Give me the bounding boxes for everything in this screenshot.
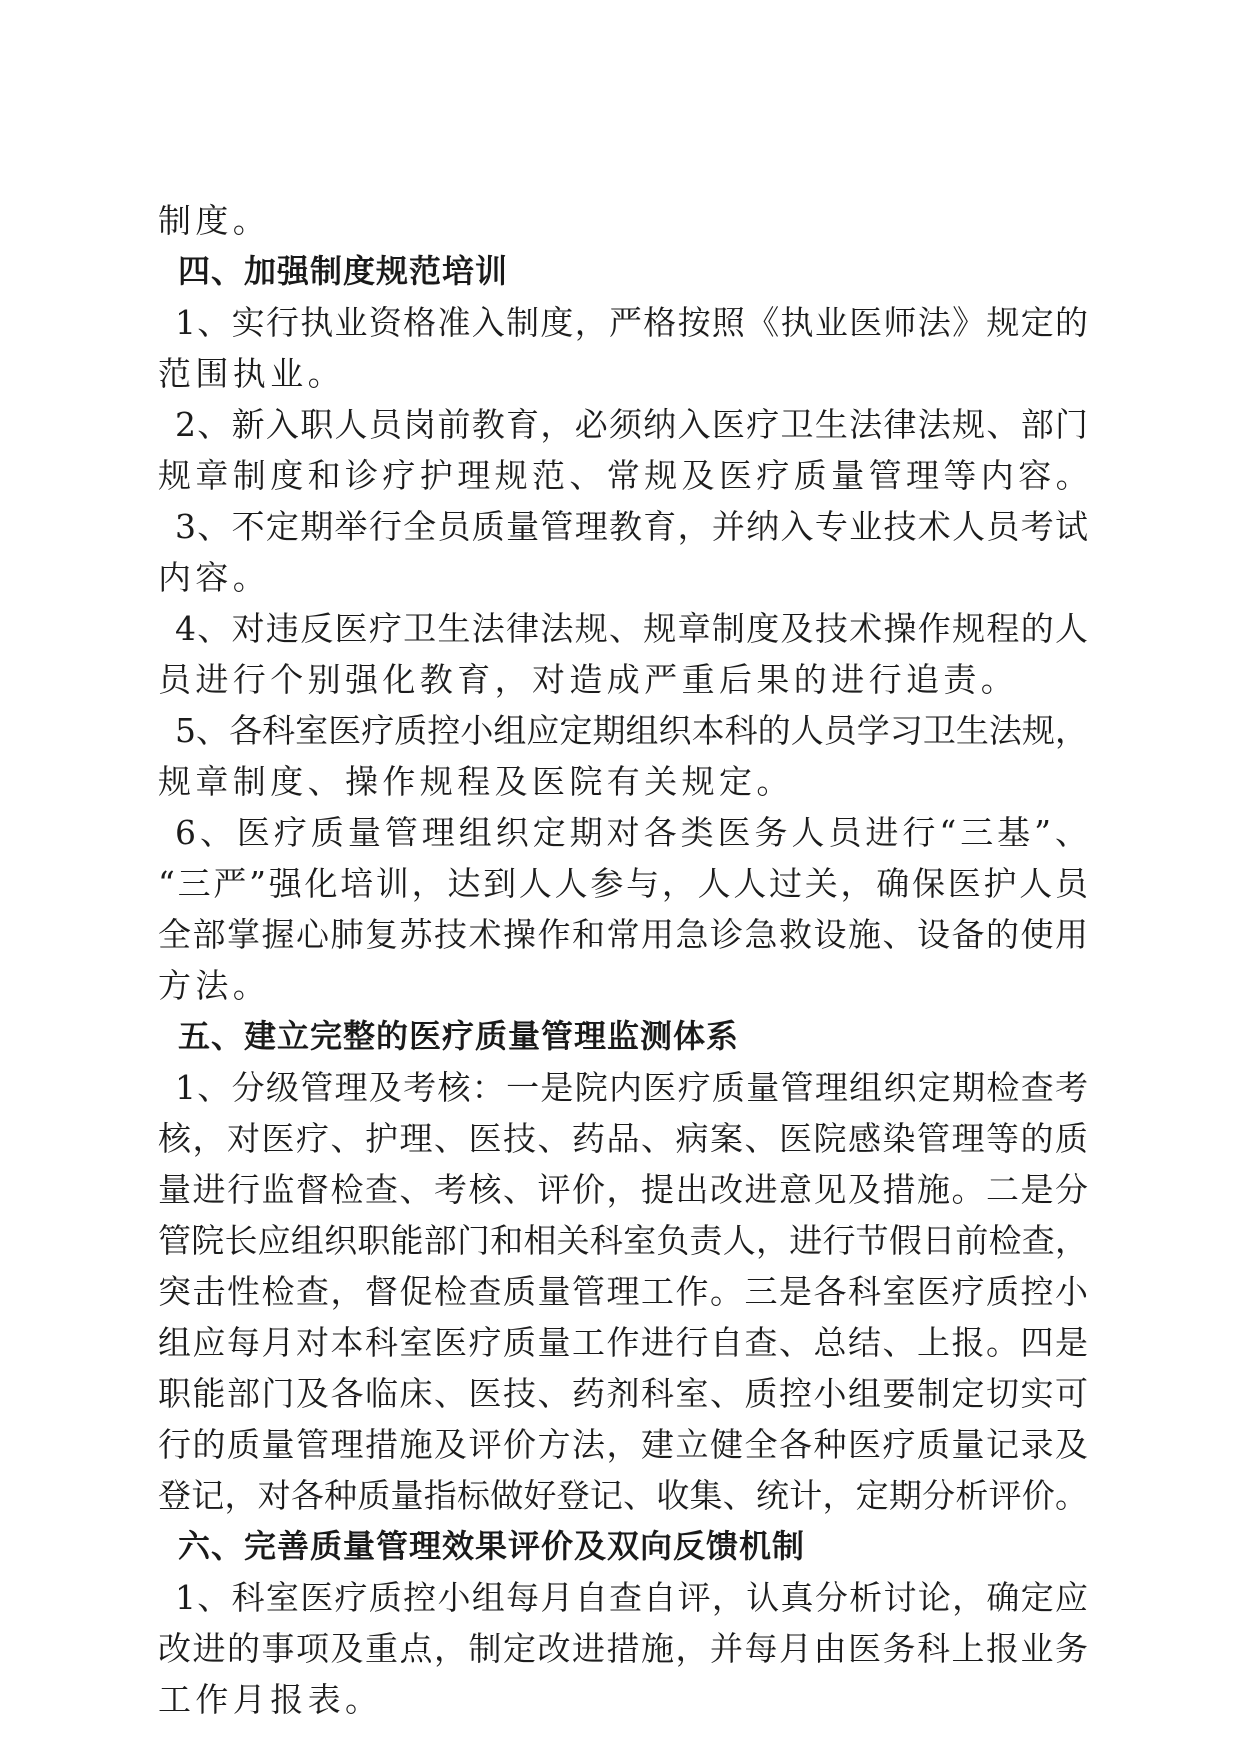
text-line: 2、新入职人员岗前教育，必须纳入医疗卫生法律法规、部门 bbox=[175, 405, 1088, 444]
text-line: 核，对医疗、护理、医技、药品、病案、医院感染管理等的质 bbox=[158, 1119, 1088, 1158]
text-line: 4、对违反医疗卫生法律法规、规章制度及技术操作规程的人 bbox=[175, 609, 1088, 648]
text-line: 突击性检查，督促检查质量管理工作。三是各科室医疗质控小 bbox=[158, 1272, 1088, 1311]
text-line: 方法。 bbox=[158, 966, 271, 1005]
text-line: 职能部门及各临床、医技、药剂科室、质控小组要制定切实可 bbox=[158, 1374, 1088, 1413]
document-body bbox=[158, 195, 1093, 1725]
text-line: “三严”强化培训，达到人人参与，人人过关，确保医护人员 bbox=[158, 864, 1088, 903]
text-line: 1、分级管理及考核：一是院内医疗质量管理组织定期检查考 bbox=[175, 1068, 1088, 1107]
text-line: 范围执业。 bbox=[158, 354, 345, 393]
text-line: 量进行监督检查、考核、评价，提出改进意见及措施。二是分 bbox=[158, 1170, 1088, 1209]
text-line: 制度。 bbox=[158, 201, 271, 240]
text-line: 管院长应组织职能部门和相关科室负责人，进行节假日前检查， bbox=[158, 1221, 1088, 1260]
text-line: 员进行个别强化教育，对造成严重后果的进行追责。 bbox=[158, 660, 1019, 699]
text-line: 1、科室医疗质控小组每月自查自评，认真分析讨论，确定应 bbox=[175, 1578, 1088, 1617]
text-line: 规章制度和诊疗护理规范、常规及医疗质量管理等内容。 bbox=[158, 456, 1093, 495]
section-heading-5: 五、建立完整的医疗质量管理监测体系 bbox=[178, 1017, 740, 1055]
text-line: 内容。 bbox=[158, 558, 271, 597]
text-line: 6、医疗质量管理组织定期对各类医务人员进行“三基”、 bbox=[175, 813, 1088, 852]
text-line: 5、各科室医疗质控小组应定期组织本科的人员学习卫生法规， bbox=[175, 711, 1088, 750]
text-line: 工作月报表。 bbox=[158, 1680, 383, 1719]
text-line: 3、不定期举行全员质量管理教育，并纳入专业技术人员考试 bbox=[175, 507, 1088, 546]
text-line: 登记，对各种质量指标做好登记、收集、统计，定期分析评价。 bbox=[158, 1476, 1088, 1515]
text-line: 1、实行执业资格准入制度，严格按照《执业医师法》规定的 bbox=[175, 303, 1088, 342]
text-line: 行的质量管理措施及评价方法，建立健全各种医疗质量记录及 bbox=[158, 1425, 1088, 1464]
section-heading-4: 四、加强制度规范培训 bbox=[178, 252, 509, 290]
text-line: 全部掌握心肺复苏技术操作和常用急诊急救设施、设备的使用 bbox=[158, 915, 1088, 954]
text-line: 规章制度、操作规程及医院有关规定。 bbox=[158, 762, 794, 801]
text-line: 组应每月对本科室医疗质量工作进行自查、总结、上报。四是 bbox=[158, 1323, 1088, 1362]
section-heading-6: 六、完善质量管理效果评价及双向反馈机制 bbox=[178, 1527, 806, 1565]
text-line: 改进的事项及重点，制定改进措施，并每月由医务科上报业务 bbox=[158, 1629, 1088, 1668]
